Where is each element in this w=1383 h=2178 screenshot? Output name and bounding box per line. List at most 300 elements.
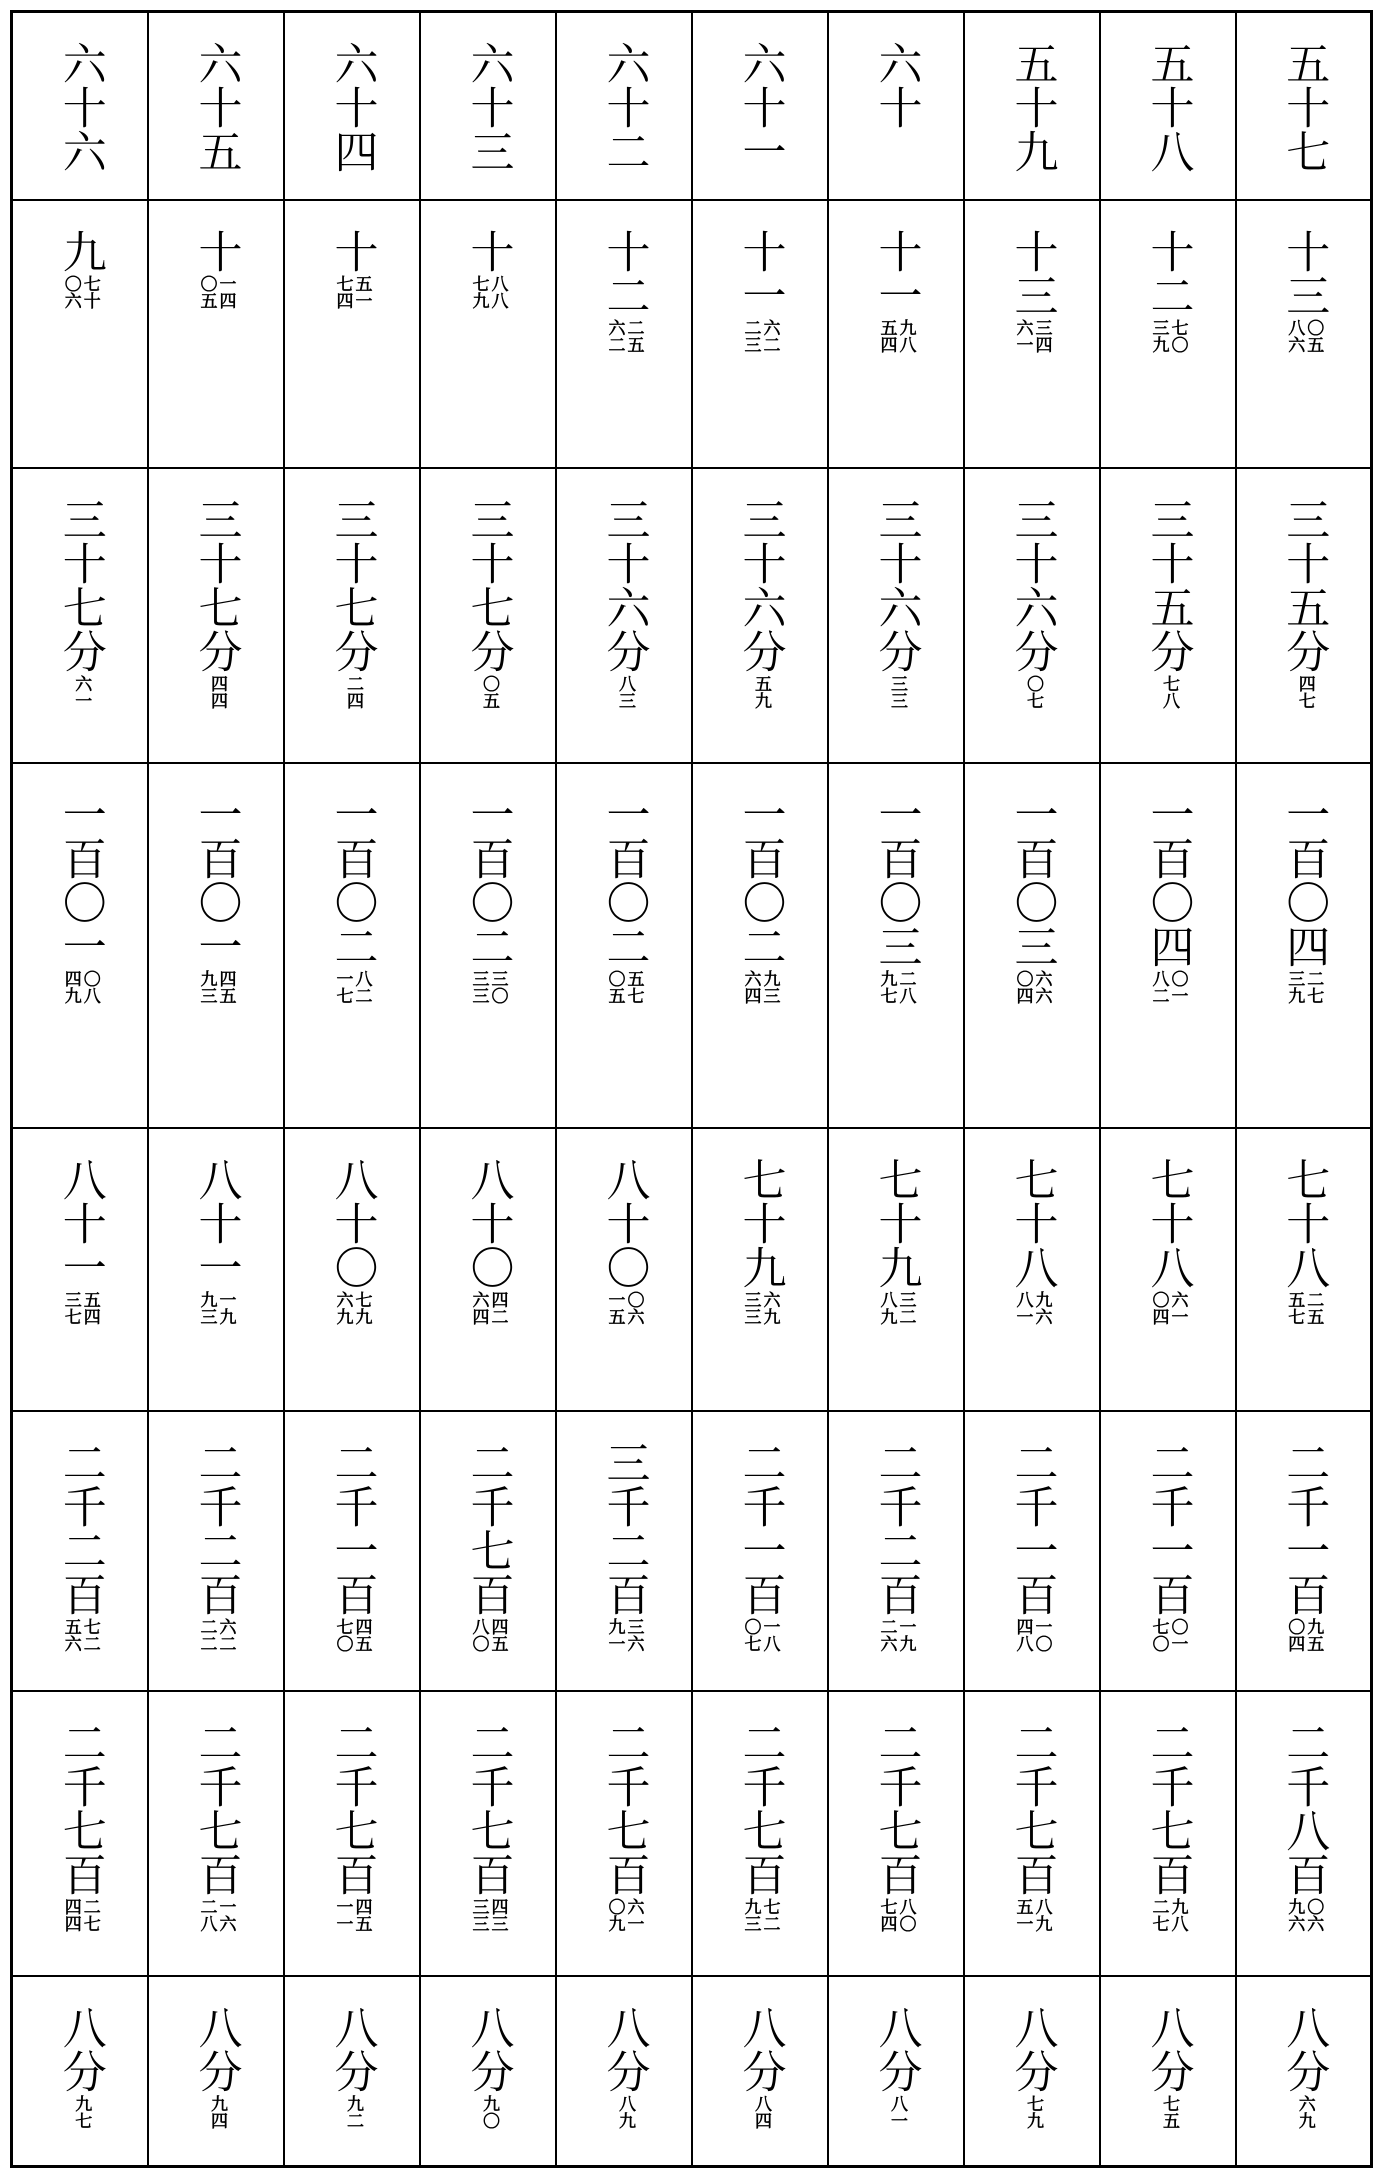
- cell-main-text: 二千二百: [870, 1439, 922, 1616]
- cell-main-text: 十一: [734, 228, 786, 317]
- table-cell: [556, 1411, 692, 1691]
- table-cell: [284, 468, 420, 763]
- cell-subscript: [478, 675, 497, 709]
- cell-subscript-column: 三三: [887, 674, 907, 709]
- cell-subscript-column: 〇六: [1303, 1897, 1324, 1932]
- table-cell: [1100, 1976, 1236, 2167]
- cell-subscript-column: 四五: [351, 1897, 372, 1932]
- cell-subscript: [198, 1618, 234, 1652]
- cell-main-text: 七十九: [734, 1156, 786, 1289]
- cell-main-text: 三十七分: [462, 496, 514, 673]
- cell-content: [693, 201, 827, 353]
- cell-subscript-column: 三三: [740, 1290, 761, 1325]
- cell-main-text: 一百〇三: [1006, 791, 1058, 968]
- cell-content: [285, 1977, 419, 2129]
- cell-subscript: [334, 970, 370, 1004]
- cell-subscript: [742, 1291, 778, 1325]
- table-cell: [12, 1976, 148, 2167]
- cell-content: [1101, 1692, 1235, 1932]
- cell-main-text: 七十八: [1278, 1156, 1330, 1289]
- table-cell: [1100, 763, 1236, 1128]
- cell-content: [13, 764, 147, 1004]
- cell-subscript-column: 六一: [1012, 318, 1033, 353]
- cell-subscript-column: 七九: [468, 274, 489, 309]
- cell-subscript: [1014, 1291, 1050, 1325]
- cell-main-text: 十二: [1142, 228, 1194, 317]
- cell-subscript: [606, 1618, 642, 1652]
- table-cell: [692, 763, 828, 1128]
- cell-content: [421, 469, 555, 709]
- cell-main-text: 七十九: [870, 1156, 922, 1289]
- table-row: [12, 12, 1372, 200]
- cell-main-text: 二千七百: [1142, 1719, 1194, 1896]
- table-cell: [556, 468, 692, 763]
- cell-subscript-column: 〇一: [1167, 969, 1188, 1004]
- table-cell: [828, 468, 964, 763]
- cell-subscript: [70, 2094, 92, 2129]
- cell-content: [693, 1412, 827, 1652]
- cell-subscript-column: 九六: [1284, 1897, 1305, 1932]
- cell-main-text: 三十五分: [1142, 496, 1194, 673]
- cell-content: [285, 469, 419, 709]
- table-cell: [692, 12, 828, 200]
- table-row: [12, 1976, 1372, 2167]
- cell-subscript-column: 六一: [71, 674, 92, 709]
- table-cell: [420, 763, 556, 1128]
- cell-main-text: 八分: [598, 2004, 650, 2093]
- cell-subscript-column: 五一: [1012, 1897, 1033, 1932]
- cell-subscript-column: 八六: [1284, 318, 1305, 353]
- table-cell: [692, 1411, 828, 1691]
- cell-subscript: [878, 319, 914, 353]
- cell-subscript: [1014, 319, 1050, 353]
- cell-main-text: 十二: [598, 228, 650, 317]
- cell-subscript-column: 四二: [487, 1290, 508, 1325]
- cell-subscript-column: 二五: [1303, 1290, 1324, 1325]
- cell-main-text: 十: [462, 228, 514, 273]
- cell-subscript-column: 四五: [215, 969, 236, 1004]
- cell-main-text: 一百〇二: [598, 791, 650, 968]
- cell-content: [1101, 1129, 1235, 1325]
- cell-subscript-column: 三三: [468, 1897, 489, 1932]
- cell-subscript: [206, 675, 225, 709]
- cell-subscript: [1150, 319, 1186, 353]
- cell-subscript: [742, 319, 778, 353]
- cell-main-text: 六十四: [326, 41, 378, 173]
- cell-subscript-column: 三九: [1284, 969, 1305, 1004]
- cell-content: [13, 1129, 147, 1325]
- cell-content: [149, 1692, 283, 1932]
- cell-main-text: 二千七百: [870, 1719, 922, 1896]
- cell-content: [965, 764, 1099, 1004]
- table-cell: [420, 1128, 556, 1411]
- table-cell: [148, 1976, 284, 2167]
- cell-subscript-column: 〇七: [1023, 674, 1043, 709]
- cell-content: [149, 1412, 283, 1652]
- table-cell: [964, 763, 1100, 1128]
- cell-subscript-column: 九三: [740, 1897, 761, 1932]
- cell-content: [1101, 201, 1235, 353]
- cell-main-text: 八分: [326, 2004, 378, 2093]
- cell-main-text: 八十〇: [598, 1156, 650, 1289]
- table-row: [12, 1691, 1372, 1976]
- cell-subscript-column: 七〇: [1167, 318, 1188, 353]
- cell-content: [421, 1129, 555, 1325]
- table-row: [12, 1411, 1372, 1691]
- cell-subscript-column: 六二: [604, 318, 625, 353]
- cell-content: [557, 764, 691, 1004]
- cell-subscript-column: 五六: [60, 1617, 81, 1652]
- cell-content: [421, 201, 555, 309]
- cell-subscript-column: 八九: [615, 2094, 635, 2129]
- cell-subscript: [198, 1898, 234, 1932]
- cell-subscript: [62, 1898, 98, 1932]
- cell-main-text: 一百〇一: [190, 791, 242, 968]
- cell-main-text: 一百〇一: [54, 791, 106, 968]
- cell-subscript: [1294, 675, 1313, 709]
- cell-subscript-column: 六九: [759, 1290, 780, 1325]
- table-cell: [148, 1411, 284, 1691]
- cell-content: [829, 1977, 963, 2129]
- table-cell: [420, 1691, 556, 1976]
- table-cell: [556, 200, 692, 468]
- table-cell: [148, 12, 284, 200]
- cell-content: [693, 1977, 827, 2129]
- cell-content: [1237, 201, 1371, 353]
- cell-subscript-column: 〇六: [623, 1290, 644, 1325]
- table-cell: [1236, 1411, 1372, 1691]
- cell-subscript-column: 〇五: [1303, 318, 1324, 353]
- table-cell: [284, 1411, 420, 1691]
- cell-subscript: [606, 970, 642, 1004]
- cell-subscript-column: 八〇: [895, 1897, 916, 1932]
- cell-main-text: 八十〇: [462, 1156, 514, 1289]
- table-cell: [148, 200, 284, 468]
- cell-subscript: [886, 2095, 905, 2129]
- cell-subscript-column: 九五: [1303, 1617, 1324, 1652]
- cell-main-text: 二千七百: [462, 1719, 514, 1896]
- cell-subscript: [1022, 675, 1041, 709]
- cell-content: [421, 1692, 555, 1932]
- cell-content: [149, 13, 283, 175]
- cell-subscript: [878, 970, 914, 1004]
- cell-content: [965, 1412, 1099, 1652]
- cell-subscript-column: 三四: [1031, 318, 1052, 353]
- cell-subscript-column: 三六: [623, 1617, 644, 1652]
- cell-content: [421, 13, 555, 175]
- cell-subscript: [62, 1291, 98, 1325]
- cell-main-text: 九: [54, 228, 106, 273]
- cell-main-text: 八分: [1278, 2004, 1330, 2093]
- cell-main-text: 一百〇三: [870, 791, 922, 968]
- table-cell: [148, 763, 284, 1128]
- cell-main-text: 十: [190, 228, 242, 273]
- cell-content: [13, 469, 147, 709]
- table-cell: [828, 1691, 964, 1976]
- cell-content: [421, 764, 555, 1004]
- cell-content: [149, 764, 283, 1004]
- cell-content: [421, 1977, 555, 2129]
- cell-subscript-column: 〇四: [1148, 1290, 1169, 1325]
- cell-main-text: 八分: [1142, 2004, 1194, 2093]
- table-cell: [420, 468, 556, 763]
- cell-subscript-column: 九二: [343, 2094, 363, 2129]
- cell-main-text: 三千二百: [598, 1439, 650, 1616]
- cell-subscript-column: 七二: [759, 1897, 780, 1932]
- cell-subscript-column: 八八: [487, 274, 508, 309]
- cell-main-text: 八十一: [190, 1156, 242, 1289]
- cell-subscript: [614, 2095, 633, 2129]
- cell-main-text: 三十七分: [190, 496, 242, 673]
- cell-content: [965, 13, 1099, 175]
- cell-content: [1101, 764, 1235, 1004]
- cell-content: [1237, 1129, 1371, 1325]
- cell-main-text: 八分: [54, 2004, 106, 2093]
- table-cell: [148, 1128, 284, 1411]
- cell-main-text: 三十六分: [870, 496, 922, 673]
- table-cell: [12, 1411, 148, 1691]
- cell-subscript-column: 五四: [876, 318, 897, 353]
- cell-subscript-column: 八二: [1148, 969, 1169, 1004]
- cell-subscript-column: 七十: [79, 274, 100, 309]
- cell-content: [1237, 1692, 1371, 1932]
- cell-subscript: [606, 319, 642, 353]
- table-cell: [1100, 468, 1236, 763]
- cell-subscript-column: 二八: [895, 969, 916, 1004]
- cell-main-text: 五十八: [1142, 41, 1194, 173]
- cell-subscript: [198, 970, 234, 1004]
- cell-content: [965, 1692, 1099, 1932]
- cell-content: [285, 1412, 419, 1652]
- cell-subscript-column: 九六: [1031, 1290, 1052, 1325]
- cell-subscript: [62, 275, 98, 309]
- cell-content: [149, 1129, 283, 1325]
- cell-subscript-column: 七五: [1159, 2094, 1179, 2129]
- cell-content: [149, 1977, 283, 2129]
- cell-subscript-column: 七四: [876, 1897, 897, 1932]
- cell-subscript-column: 一六: [215, 1897, 236, 1932]
- cell-content: [557, 469, 691, 709]
- cell-content: [149, 469, 283, 709]
- table-cell: [964, 12, 1100, 200]
- cell-subscript-column: 〇一: [1167, 1617, 1188, 1652]
- cell-content: [285, 764, 419, 1004]
- cell-main-text: 三十五分: [1278, 496, 1330, 673]
- cell-main-text: 一百〇四: [1278, 791, 1330, 968]
- table-cell: [12, 1691, 148, 1976]
- table-cell: [964, 1691, 1100, 1976]
- table-cell: [692, 1976, 828, 2167]
- table-cell: [1236, 12, 1372, 200]
- cell-content: [1237, 1977, 1371, 2129]
- table-cell: [1236, 1128, 1372, 1411]
- cell-subscript-column: 七〇: [1148, 1617, 1169, 1652]
- cell-subscript-column: 四八: [1012, 1617, 1033, 1652]
- table-cell: [828, 200, 964, 468]
- cell-subscript-column: 二三: [740, 318, 761, 353]
- cell-subscript: [750, 2095, 769, 2129]
- cell-main-text: 七十八: [1142, 1156, 1194, 1289]
- table-cell: [1100, 12, 1236, 200]
- cell-subscript: [334, 1618, 370, 1652]
- cell-subscript: [70, 674, 92, 709]
- cell-main-text: 八十一: [54, 1156, 106, 1289]
- cell-subscript: [470, 1898, 506, 1932]
- cell-main-text: 二千二百: [54, 1439, 106, 1616]
- cell-subscript: [1294, 2095, 1313, 2129]
- cell-subscript-column: 二二: [196, 1617, 217, 1652]
- cell-subscript-column: 〇八: [79, 969, 100, 1004]
- table-cell: [1100, 200, 1236, 468]
- cell-subscript: [1150, 1291, 1186, 1325]
- table-cell: [1236, 1691, 1372, 1976]
- table-cell: [420, 1411, 556, 1691]
- cell-content: [1101, 1977, 1235, 2129]
- cell-subscript-column: 八三: [615, 674, 635, 709]
- table-cell: [420, 12, 556, 200]
- cell-subscript-column: 九七: [71, 2094, 92, 2129]
- cell-main-text: 八分: [1006, 2004, 1058, 2093]
- cell-subscript: [342, 675, 361, 709]
- cell-subscript-column: 四五: [351, 1617, 372, 1652]
- table-cell: [1236, 763, 1372, 1128]
- table-row: [12, 1128, 1372, 1411]
- cell-content: [1101, 469, 1235, 709]
- cell-main-text: 六十三: [462, 41, 514, 173]
- cell-subscript: [1284, 1290, 1324, 1325]
- cell-subscript: [470, 1618, 506, 1652]
- cell-main-text: 十三: [1278, 228, 1330, 317]
- cell-subscript-column: 八四: [751, 2094, 771, 2129]
- cell-subscript: [342, 2095, 361, 2129]
- cell-subscript-column: 〇四: [1012, 969, 1033, 1004]
- cell-subscript-column: 一九: [215, 1290, 236, 1325]
- cell-subscript: [1150, 1618, 1186, 1652]
- cell-subscript-column: 六六: [1031, 969, 1052, 1004]
- cell-content: [557, 1977, 691, 2129]
- cell-subscript: [1284, 1617, 1324, 1652]
- cell-subscript-column: 七八: [1159, 674, 1179, 709]
- cell-subscript-column: 一九: [895, 1617, 916, 1652]
- cell-content: [13, 1977, 147, 2129]
- cell-main-text: 六十一: [734, 41, 786, 173]
- cell-subscript: [1014, 970, 1050, 1004]
- cell-subscript: [1014, 1898, 1050, 1932]
- table-cell: [964, 468, 1100, 763]
- cell-subscript: [606, 1291, 642, 1325]
- cell-subscript: [198, 275, 234, 309]
- table-row: [12, 200, 1372, 468]
- cell-content: [557, 13, 691, 175]
- cell-main-text: 二千一百: [1278, 1439, 1330, 1616]
- cell-subscript-column: 二七: [1303, 969, 1324, 1004]
- cell-subscript-column: 七〇: [332, 1617, 353, 1652]
- cell-main-text: 二千一百: [1006, 1439, 1058, 1616]
- cell-content: [13, 1412, 147, 1652]
- cell-subscript: [878, 1618, 914, 1652]
- table-cell: [12, 468, 148, 763]
- cell-content: [13, 201, 147, 309]
- cell-main-text: 二千七百: [462, 1439, 514, 1616]
- cell-content: [285, 201, 419, 309]
- table-cell: [284, 200, 420, 468]
- table-cell: [284, 1976, 420, 2167]
- cell-subscript: [198, 1291, 234, 1325]
- cell-subscript-column: 四四: [207, 674, 227, 709]
- table-cell: [556, 1128, 692, 1411]
- cell-subscript-column: 五四: [79, 1290, 100, 1325]
- table-cell: [148, 468, 284, 763]
- cell-main-text: 三十六分: [1006, 496, 1058, 673]
- table-cell: [692, 1128, 828, 1411]
- table-cell: [1236, 200, 1372, 468]
- table-cell: [12, 763, 148, 1128]
- cell-subscript-column: 六四: [740, 969, 761, 1004]
- table-cell: [1236, 468, 1372, 763]
- cell-content: [829, 764, 963, 1004]
- cell-subscript-column: 二五: [623, 318, 644, 353]
- cell-subscript-column: 八一: [887, 2094, 907, 2129]
- cell-subscript-column: 二七: [79, 1897, 100, 1932]
- cell-content: [965, 469, 1099, 709]
- cell-subscript-column: 七四: [332, 274, 353, 309]
- table-body: [12, 12, 1372, 2167]
- table-cell: [556, 763, 692, 1128]
- table-cell: [284, 1128, 420, 1411]
- cell-main-text: 二千七百: [326, 1719, 378, 1896]
- table-cell: [964, 1976, 1100, 2167]
- cell-main-text: 一百〇二: [326, 791, 378, 968]
- cell-subscript-column: 四七: [1294, 674, 1315, 709]
- cell-content: [285, 1129, 419, 1325]
- cell-subscript-column: 七九: [1023, 2094, 1043, 2129]
- cell-main-text: 一百〇四: [1142, 791, 1194, 968]
- cell-subscript-column: 二四: [343, 674, 363, 709]
- cell-main-text: 二千七百: [54, 1719, 106, 1896]
- cell-subscript-column: 八九: [1031, 1897, 1052, 1932]
- cell-subscript: [1284, 318, 1324, 353]
- cell-subscript-column: 六一: [1167, 1290, 1188, 1325]
- cell-subscript: [1284, 969, 1324, 1004]
- cell-subscript-column: 五七: [623, 969, 644, 1004]
- cell-content: [1237, 13, 1371, 175]
- table-cell: [12, 12, 148, 200]
- table-cell: [828, 1976, 964, 2167]
- table-cell: [556, 12, 692, 200]
- cell-content: [829, 1129, 963, 1325]
- cell-main-text: 八分: [870, 2004, 922, 2093]
- cell-subscript: [1158, 675, 1177, 709]
- cell-subscript-column: 三二: [895, 1290, 916, 1325]
- table-cell: [692, 1691, 828, 1976]
- cell-subscript: [614, 675, 633, 709]
- cell-content: [829, 13, 963, 131]
- almanac-table: [10, 10, 1373, 2168]
- table-row: [12, 468, 1372, 763]
- table-cell: [692, 468, 828, 763]
- cell-main-text: 二千二百: [190, 1439, 242, 1616]
- table-cell: [1100, 1411, 1236, 1691]
- cell-subscript-column: 三九: [1148, 318, 1169, 353]
- cell-content: [693, 1129, 827, 1325]
- cell-content: [965, 201, 1099, 353]
- cell-subscript-column: 四五: [487, 1617, 508, 1652]
- cell-content: [829, 201, 963, 353]
- cell-subscript: [606, 1898, 642, 1932]
- cell-main-text: 六十二: [598, 41, 650, 173]
- cell-subscript: [1014, 1618, 1050, 1652]
- cell-subscript: [742, 1898, 778, 1932]
